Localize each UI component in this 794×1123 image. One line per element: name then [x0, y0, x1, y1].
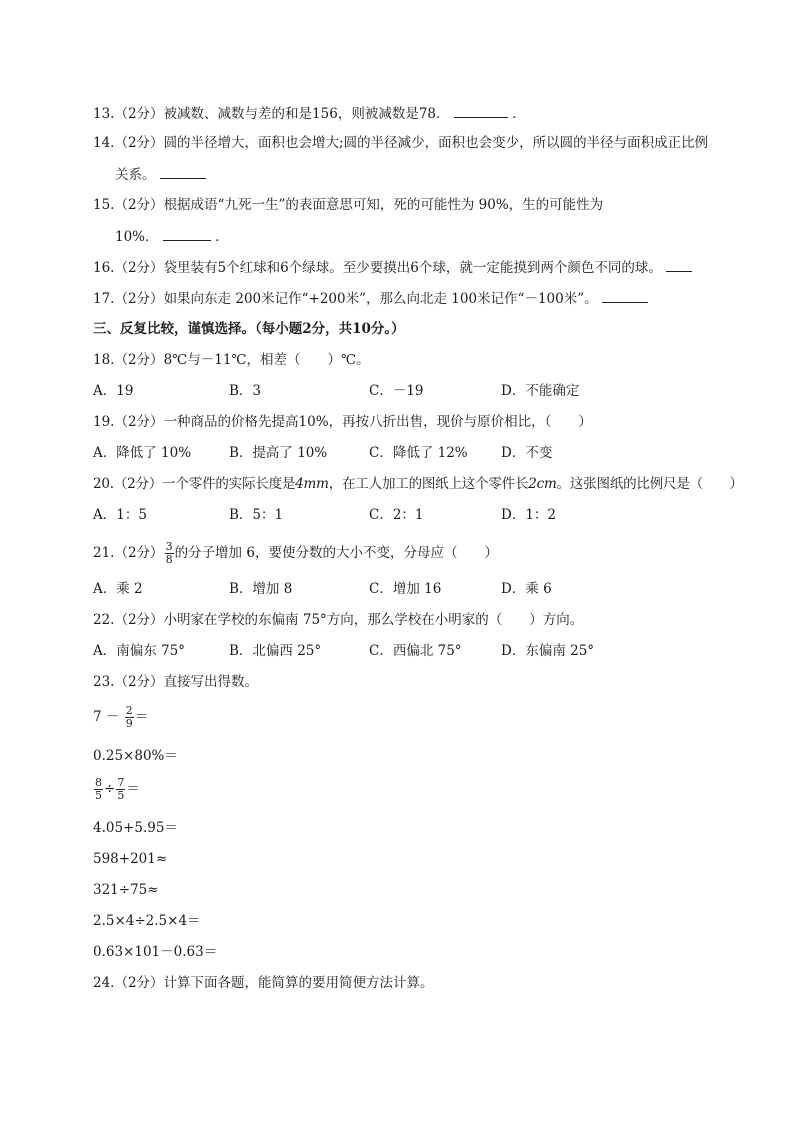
option-d[interactable]: D．东偏南 25°: [501, 643, 595, 659]
question-17: [93, 288, 648, 309]
expression-1: [93, 703, 148, 731]
question-number: 23.（2分）: [93, 674, 164, 690]
question-text: 圆的半径增大，面积也会增大;圆的半径减少，面积也会变少，所以圆的半径与面积成正比例: [163, 135, 709, 151]
expression-5: 598+201≈: [93, 851, 168, 867]
question-19-options: [93, 443, 733, 463]
fraction: [165, 541, 174, 566]
question-text: 关系。: [115, 167, 156, 183]
question-number: 19.（2分）: [93, 414, 164, 430]
expression-7: 2.5×4÷2.5×4＝: [93, 913, 201, 929]
fraction-denominator: 8: [165, 553, 173, 566]
question-number: 13.（2分）: [93, 106, 164, 122]
question-14: [93, 133, 708, 153]
question-number: 18.（2分）: [93, 352, 164, 368]
question-tail: ．: [215, 229, 229, 245]
option-a[interactable]: A．19: [93, 383, 134, 399]
question-23: [93, 672, 258, 692]
question-text: 根据成语“九死一生”的表面意思可知，死的可能性为 90%，生的可能性为: [163, 197, 604, 213]
question-text: 计算下面各题，能简算的要用简便方法计算。: [163, 975, 434, 991]
option-a[interactable]: A．1：5: [93, 507, 147, 523]
unit-mm: 4mm: [295, 476, 329, 492]
question-22: [93, 610, 583, 630]
question-text: 一个零件的实际长度是: [162, 476, 296, 492]
option-d[interactable]: D．1：2: [501, 507, 557, 523]
option-c[interactable]: C．降低了 12%: [369, 445, 468, 461]
fraction: [94, 777, 103, 802]
equals-sign: ＝: [134, 709, 149, 725]
question-number: 24.（2分）: [93, 975, 164, 991]
question-18: [93, 350, 370, 370]
question-number: 15.（2分）: [93, 197, 164, 213]
question-21-options: [93, 579, 733, 599]
question-text: 一种商品的价格先提高10%，再按八折出售，现价与原价相比，（ ）: [163, 414, 592, 430]
answer-blank[interactable]: [454, 103, 508, 118]
option-b[interactable]: B．北偏西 25°: [229, 643, 322, 659]
option-c[interactable]: C．增加 16: [369, 581, 442, 597]
option-c[interactable]: C．西偏北 75°: [369, 643, 462, 659]
expression-8: 0.63×101－0.63＝: [93, 944, 218, 960]
question-text: 如果向东走 200米记作“+200米”，那么向北走 100米记作“－100米”。: [163, 291, 598, 307]
expression-lead: 7 －: [93, 709, 120, 725]
fraction: [116, 777, 125, 802]
question-text: 的分子增加 6，要使分数的大小不变，分母应（ ）: [174, 545, 498, 561]
section-heading: 三、反复比较，谨慎选择。（每小题2分，共10分。）: [93, 321, 405, 337]
question-21: [93, 540, 498, 566]
operator: ÷: [104, 781, 116, 797]
answer-blank[interactable]: [160, 164, 206, 179]
fraction: [125, 705, 134, 730]
question-number: 17.（2分）: [93, 291, 164, 307]
expression-3: [93, 775, 140, 803]
question-18-options: [93, 381, 733, 401]
fraction-denominator: 5: [95, 789, 102, 802]
option-c[interactable]: C．2：1: [369, 507, 424, 523]
question-16: [93, 257, 692, 278]
option-d[interactable]: D．不变: [501, 445, 553, 461]
option-a[interactable]: A．降低了 10%: [93, 445, 192, 461]
unit-cm: 2cm: [528, 476, 557, 492]
answer-blank[interactable]: [602, 288, 648, 303]
expression-4: 4.05+5.95＝: [93, 820, 178, 836]
option-a[interactable]: A．南偏东 75°: [93, 643, 185, 659]
question-22-options: [93, 641, 733, 661]
question-number: 21.（2分）: [93, 545, 164, 561]
question-number: 20.（2分）: [93, 476, 163, 492]
question-text: 10%．: [115, 229, 159, 245]
question-15-continuation: [115, 226, 229, 247]
question-14-continuation: [115, 164, 206, 185]
option-d[interactable]: D．不能确定: [501, 383, 580, 399]
fraction-numerator: 8: [95, 776, 102, 789]
question-number: 22.（2分）: [93, 612, 164, 628]
option-a[interactable]: A．乘 2: [93, 581, 143, 597]
option-c[interactable]: C．－19: [369, 383, 424, 399]
option-d[interactable]: D．乘 6: [501, 581, 552, 597]
fraction-denominator: 5: [117, 789, 125, 802]
fraction-numerator: 2: [125, 704, 133, 717]
question-number: 16.（2分）: [93, 260, 164, 276]
question-number: 14.（2分）: [93, 135, 164, 151]
question-text: ，在工人加工的图纸上这个零件长: [328, 476, 529, 492]
question-text: 袋里装有5个红球和6个绿球。至少要摸出6个球，就一定能摸到两个颜色不同的球。: [163, 260, 662, 276]
question-19: [93, 412, 592, 432]
question-text: 直接写出得数。: [163, 674, 259, 690]
expression-2: 0.25×80%＝: [93, 748, 178, 764]
fraction-numerator: 3: [165, 540, 173, 553]
question-text: 小明家在学校的东偏南 75°方向，那么学校在小明家的（ ）方向。: [163, 612, 584, 628]
question-13: [93, 103, 526, 124]
question-text: 8℃与－11℃，相差（ ）℃。: [163, 352, 370, 368]
question-15: [93, 195, 603, 215]
fraction-denominator: 9: [125, 717, 133, 730]
question-tail: ．: [512, 106, 526, 122]
option-b[interactable]: B．3: [229, 383, 262, 399]
expression-6: 321÷75≈: [93, 882, 159, 898]
question-text: 。这张图纸的比例尺是（ ）: [556, 476, 743, 492]
option-b[interactable]: B．5：1: [229, 507, 284, 523]
question-20-options: [93, 505, 733, 525]
option-b[interactable]: B．提高了 10%: [229, 445, 328, 461]
answer-blank[interactable]: [163, 226, 211, 241]
question-text: 被减数、减数与差的和是156，则被减数是78．: [163, 106, 450, 122]
question-24: [93, 973, 434, 993]
fraction-numerator: 7: [117, 776, 125, 789]
equals-sign: ＝: [126, 781, 140, 797]
option-b[interactable]: B．增加 8: [229, 581, 293, 597]
question-20: [93, 474, 743, 494]
answer-blank[interactable]: [666, 257, 692, 272]
